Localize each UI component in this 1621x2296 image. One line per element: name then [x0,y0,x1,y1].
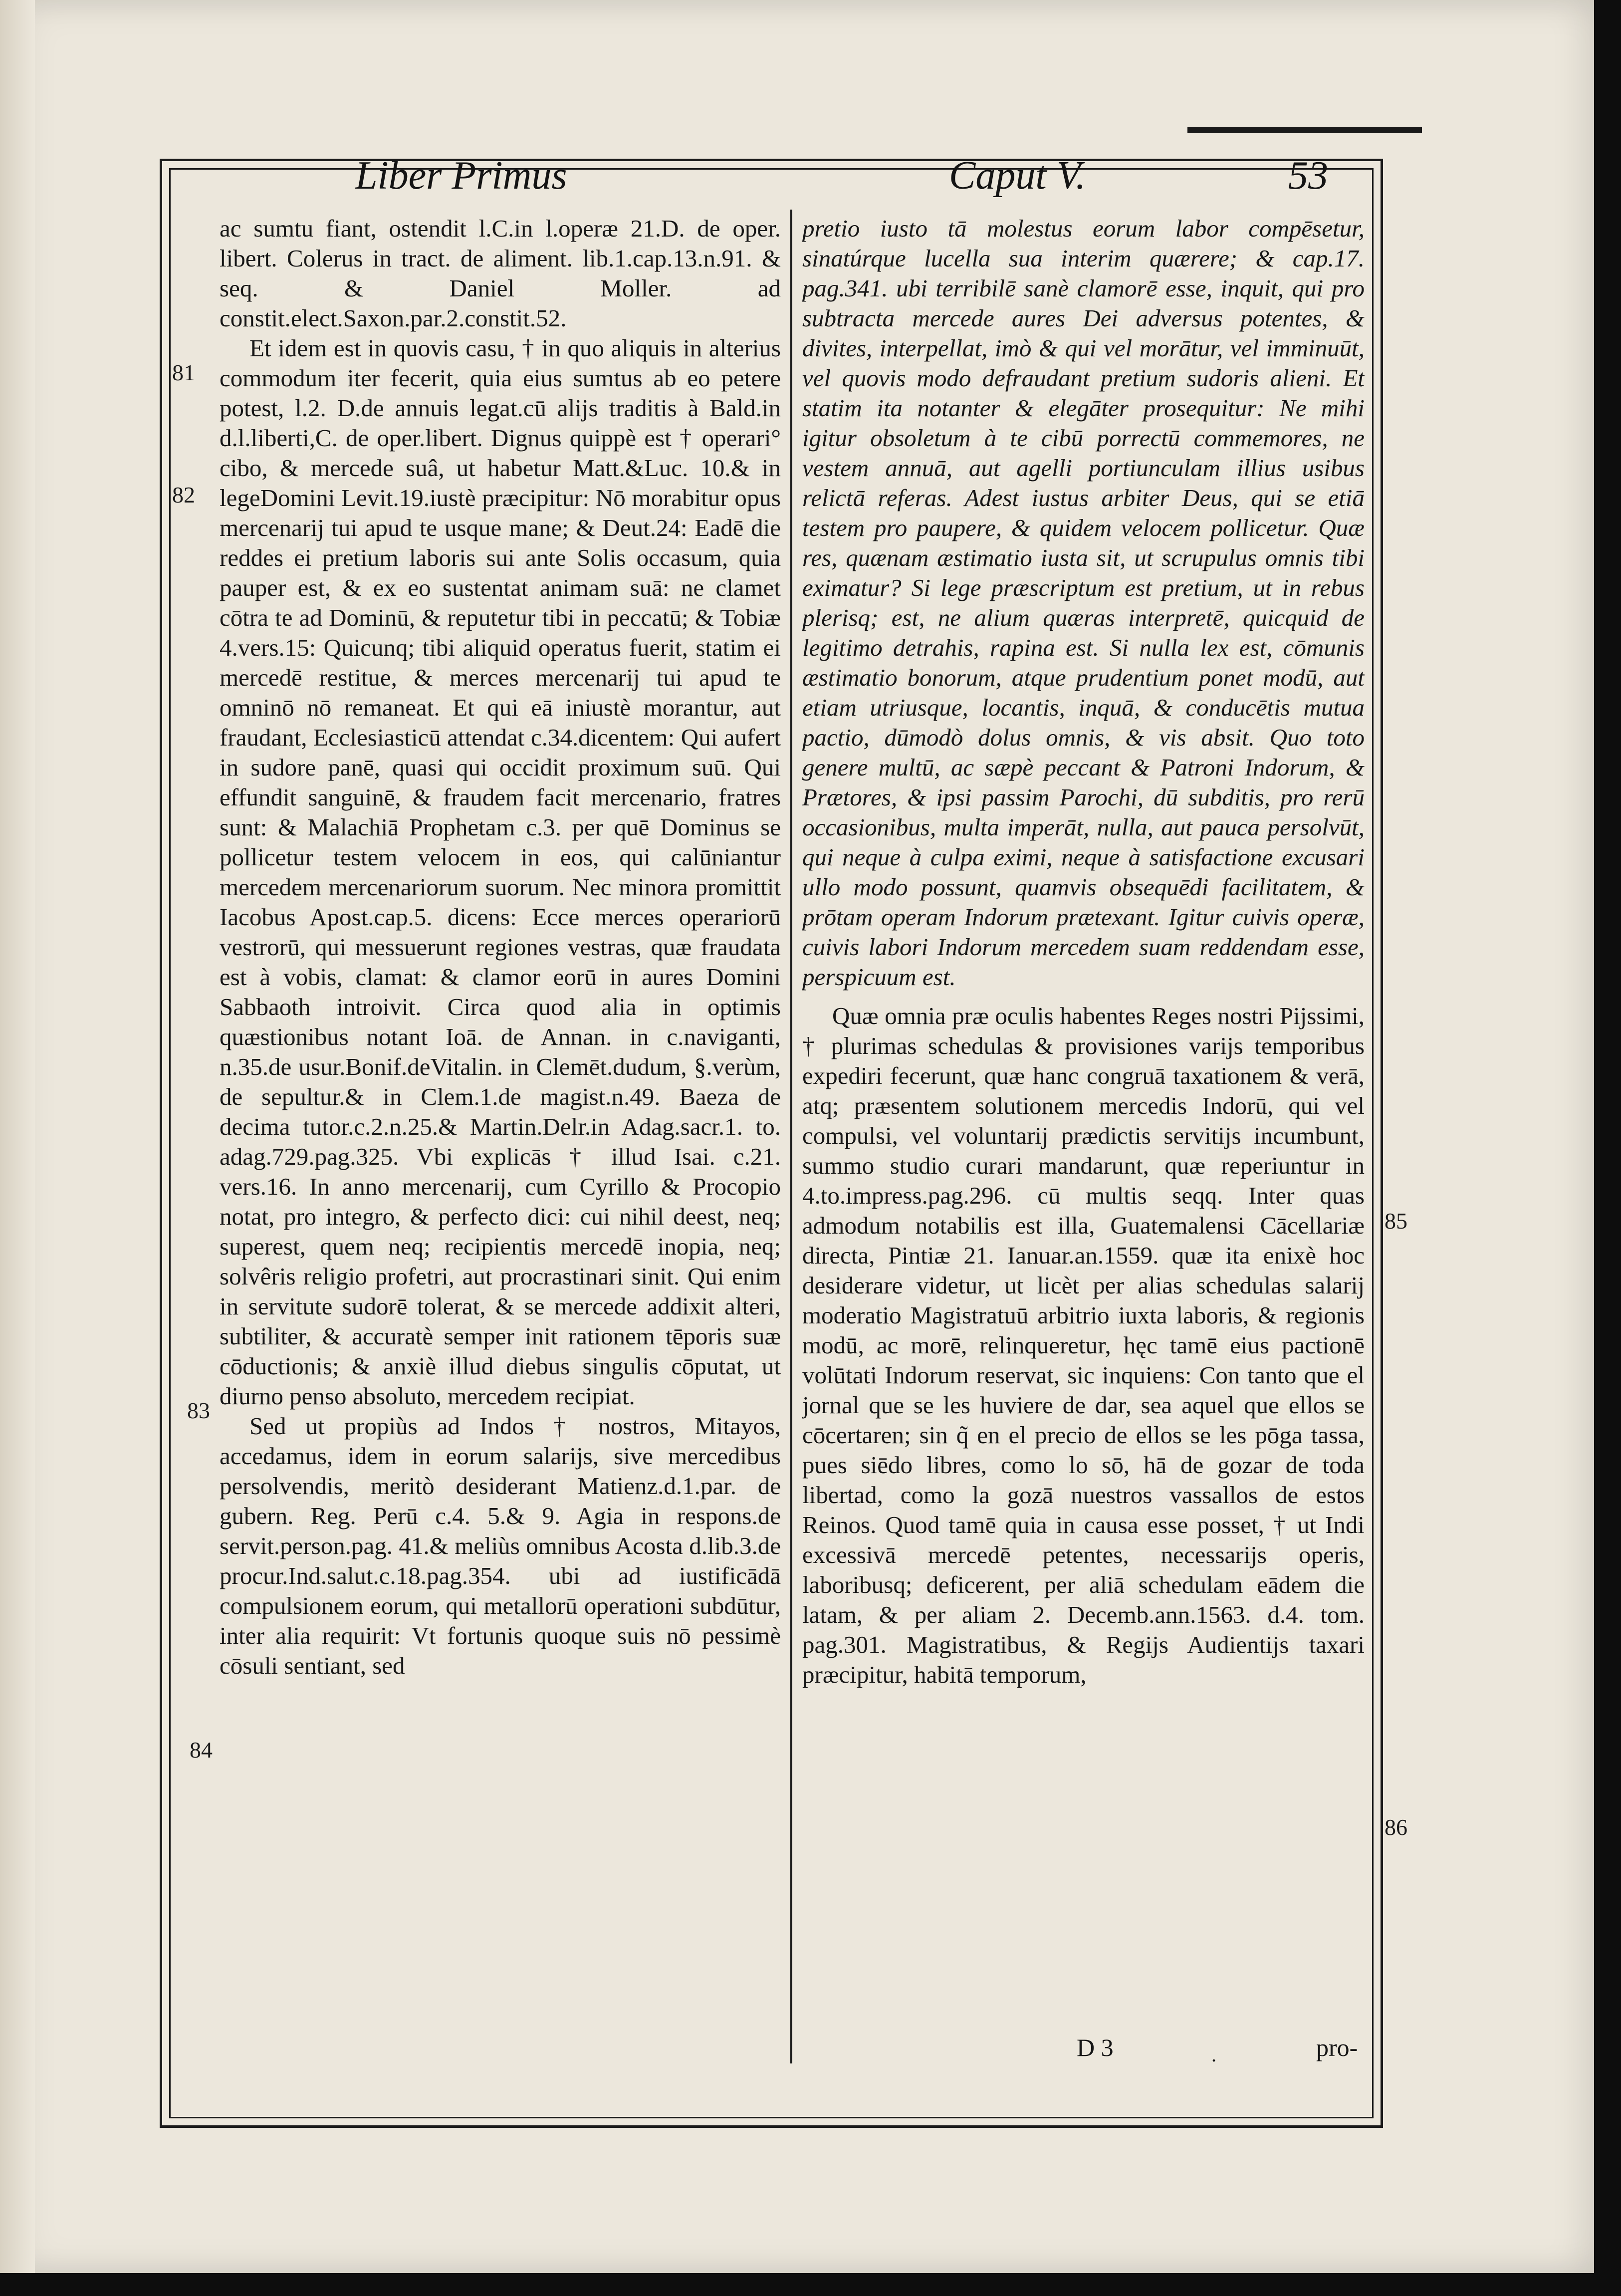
paragraph: Quæ omnia præ oculis habentes Reges nostri Pijssimi, † plurimas schedulas & provisiones varijs temporibus expediri fecerunt, quæ hanc congruā taxationem & verā, atq; præsentem solutionem mercedis Indorū, qui vel compulsi, vel voluntarij prædictis servitijs incumbunt, summo studio curari mandarunt, quæ reperiuntur in 4.to.impress.pag.296. cū multis seqq. Inter quas admodum notabilis est illa, Guatemalensi Cācellariæ directa, Pintiæ 21. Ianuar.an.1559. quæ ita enixè hoc desiderare videtur, ut licèt per alias schedulas salarij moderatio Magistratuū arbitrio iuxta laboris, & regionis modū, ac morē, relinqueretur, hęc tamē eius pactionē volūtati Indorum reservat, sic inquiens: Con tanto que el jornal que se les huviere de dar, sea aquel que ellos se cōcertaren; sin q̃ en el precio de ellos se les pōga tassa, pues siēdo libres, como lo sō, hā de gozar de toda libertad, como la gozā nuestros vassallos de estos Reinos. Quod tamē quia in causa esse posset, † ut Indi excessivā mercedē petentes, necessarijs operis, laboribusq; deficerent, per aliā schedulam eādem die latam, & per aliam 2. Decemb.ann.1563. d.4. tom. pag.301. Magistratibus, & Regijs Audientijs taxari præcipitur, habitā temporum, [802,1002,1365,1688]
page-number: 53 [1288,154,1328,198]
signature-mark: D 3 [1077,2034,1114,2061]
paragraph: Sed ut propiùs ad Indos † nostros, Mitayos, accedamus, idem in eorum salarijs, sive mercedibus persolvendis, meritò desiderant Matienz.d.1.par. de gubern. Reg. Perū c.4. 5.& 9. Agia in respons.de servit.person.pag. 41.& meliùs omnibus Acosta d.lib.3.de procur.Ind.salut.c.18.pag.354. ubi ad iustificādā compulsionem eorum, qui metallorū operationi subdūtur, inter alia requirit: Vt fortunis quoque suis nō pessimè cōsuli sentiant, sed [220,1412,781,1679]
binding-gutter [0,0,35,2273]
margin-number-86: 86 [1385,1814,1407,1840]
running-head-book: Liber Primus [355,154,567,198]
margin-number-81: 81 [172,360,195,385]
left-column [220,214,781,2070]
paragraph: ac sumtu fiant, ostendit l.C.in l.operæ 21.D. de oper. libert. Colerus in tract. de aliment. lib.1.cap.13.n.91. & seq. & Daniel Moller. ad constit.elect.Saxon.par.2.constit.52. [220,215,781,332]
margin-number-82: 82 [172,482,195,508]
margin-number-83: 83 [187,1398,210,1423]
paragraph: Et idem est in quovis casu, † in quo aliquis in alterius commodum iter fecerit, quia eius sumtus ab eo petere potest, l.2. D.de annuis legat.cū alijs traditis à Bald.in d.l.liberti,C. de oper.libert. Dignus quippè est † operari° cibo, & mercede suâ, ut habetur Matt.&Luc. 10.& in legeDomini Levit.19.iustè præcipitur: Nō morabitur opus mercenarij tui apud te usque mane; & Deut.24: Eadē die reddes ei pretium laboris sui ante Solis occasum, quia pauper est, & ex eo sustentat animam suā: ne clamet cōtra te ad Dominū, & reputetur tibi in peccatū; & Tobiæ 4.vers.15: Quicunq; tibi aliquid operatus fuerit, statim ei mercedē restitue, & merces mercenarij tui apud te omninō nō remaneat. Et qui eā iniustè morantur, aut fraudant, Ecclesiasticū attendat c.34.dicentem: Qui aufert in sudore panē, quasi qui occidit proximum suū. Qui effundit sanguinē, & fraudem facit mercenario, fratres sunt: & Malachiā Prophetam c.3. per quē Dominus se pollicetur testem velocem in eos, qui calūniantur mercedem mercenariorum suorum. Nec minora promittit Iacobus Apost.cap.5. dicens: Ecce merces operariorū vestrorū, qui messuerunt regiones vestras, quæ fraudata est à vobis, clamat: & clamor eorū in aures Domini Sabbaoth introivit. Circa quod alia in optimis quæstionibus notant Ioā. de Annan. in c.naviganti, n.35.de usur.Bonif.deVitalin. in Clemēt.dudum, §.verùm, de sepultur.& in Clem.1.de magist.n.49. Baeza de decima tutor.c.2.n.25.& Martin.Delr.in Adag.sacr.1. to. adag.729.pag.325. Vbi explicās † illud Isai. c.21. vers.16. In anno mercenarij, cum Cyrillo & Procopio notat, pro integro, & perfecto dici: cui nihil deest, neq; superest, quem neq; recipientis mercedē inopia, neq; solvêris religio profetri, aut procrastinari sinit. Qui enim in servitute sudorē tolerat, & se mercede addixit alteri, subtiliter, & accuratè semper init rationem tēporis suæ cōductionis; & anxiè illud diebus singulis cōputat, ut diurno penso absoluto, mercedem recipiat. [220,334,781,1410]
margin-number-85: 85 [1385,1208,1407,1234]
footer-dot: . [1211,2043,1216,2066]
column-rule [790,210,792,2063]
paragraph: pretio iusto tā molestus eorum labor compēsetur, sinatúrque lucella sua interim quærere; & cap.17. pag.341. ubi terribilē sanè clamorē esse, inquit, qui pro subtracta mercede aures Dei adversus potentes, & divites, interpellat, imò & qui vel morātur, vel imminuūt, vel quovis modo defraudant pretium sudoris alieni. Et statim ita notanter & elegāter prosequitur: Ne mihi igitur obsoletum à te cibū porrectū commemores, ne vestem annuā, aut agelli portiunculam illius usibus relictā referas. Adest iustus arbiter Deus, qui se etiā testem pro paupere, & quidem velocem pollicetur. Quæ res, quænam æstimatio iusta sit, ut scrupulus omnis tibi eximatur? Si lege præscriptum est pretium, ut in rebus plerisq; est, ne alium quæras interpretē, quicquid de legitimo detrahis, rapina est. Si nulla lex est, cōmunis æstimatio bonorum, atque prudentium ponet modū, aut etiam utriusque, locantis, inquā, & conducētis mutua pactio, dūmodò dolus omnis, & vis absit. Quo toto genere multū, ac sæpè peccant & Patroni Indorum, & Prætores, & ipsi passim Parochi, dū subditis, pro rerū occasionibus, multa imperāt, nulla, aut pauca persolvūt, qui neque à culpa eximi, neque à satisfactione excusari ullo modo possunt, quamvis obsequēdi facilitatem, & prōtam operam Indorum prætexant. Igitur cuivis operæ, cuivis labori Indorum mercedem suam reddendam esse, perspicuum est. [802,215,1365,991]
catchword: pro- [1316,2034,1358,2061]
right-column [802,214,1365,2070]
margin-number-84: 84 [190,1737,213,1763]
top-ornament-bar [1187,127,1422,133]
running-head-chapter: Caput V. [949,154,1086,198]
